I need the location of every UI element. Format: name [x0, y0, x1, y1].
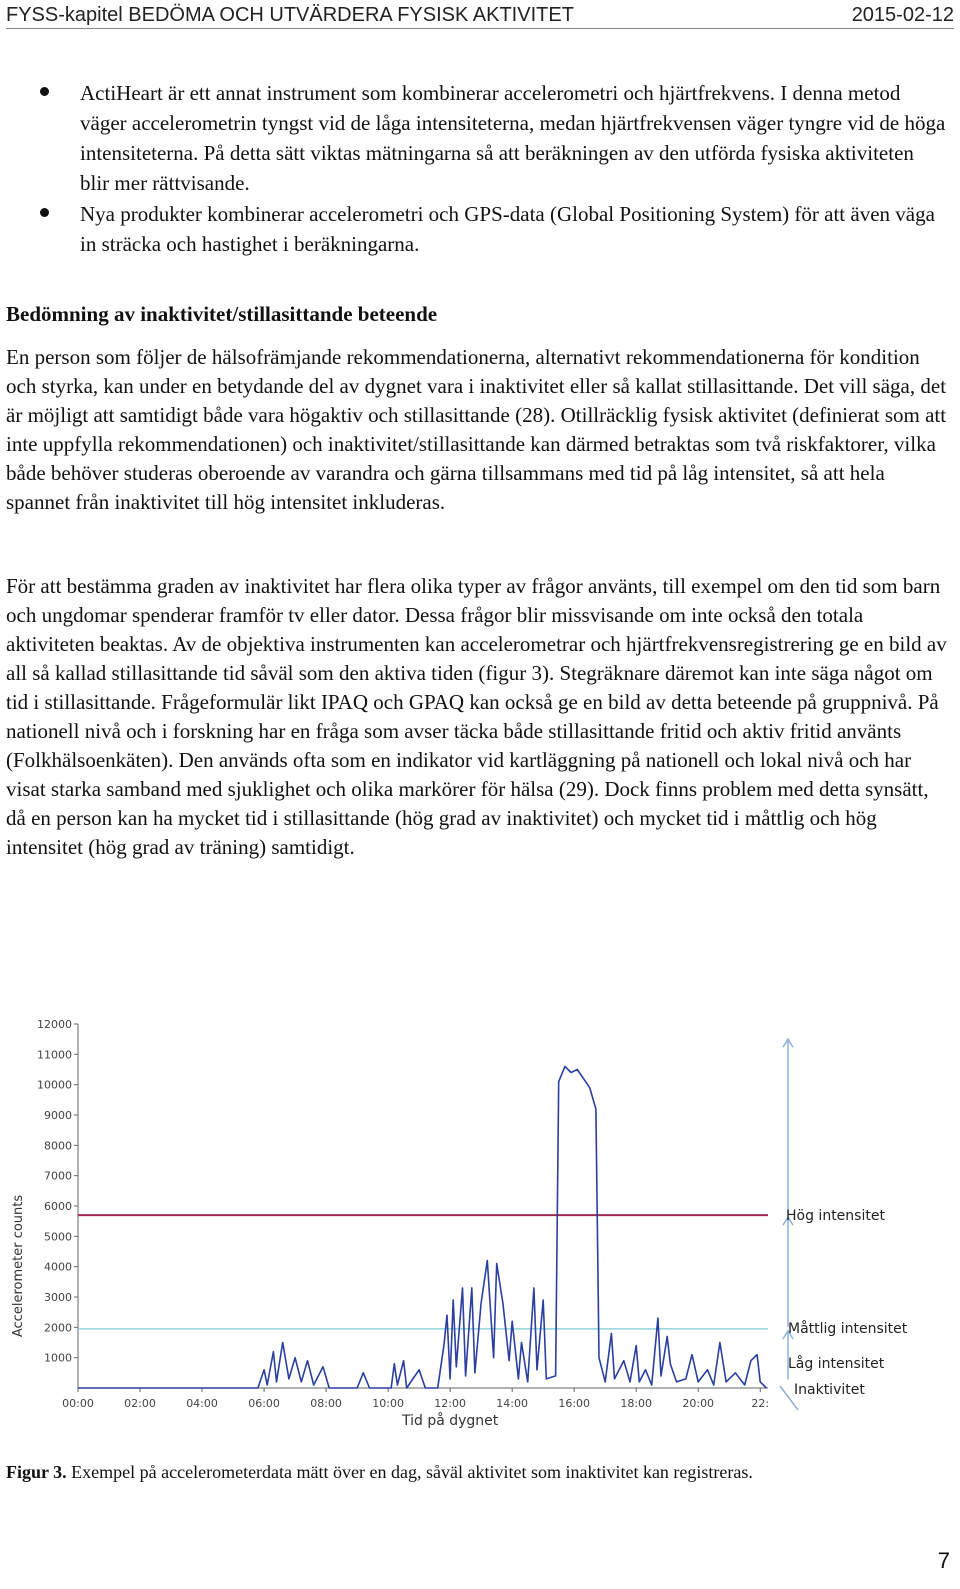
x-tick-label: 16:00 [558, 1397, 591, 1410]
bullet-text: ActiHeart är ett annat instrument som kombinerar accelerometri och hjärtfrekvens. I denna metod väger accelerometrin tyngst vid de låga intensiteterna, medan hjärtfrekvensen väger tyngre vid de höga intensiteterna. På detta sätt viktas mätningarna så att beräkningen av den utförda fysiska aktiviteten blir mer rättvisande. [80, 81, 946, 195]
bullet-icon [40, 87, 49, 96]
x-tick-label: 22: [751, 1397, 770, 1410]
y-axis-title: Accelerometer counts [11, 1194, 26, 1338]
x-tick-label: 04:00 [186, 1397, 218, 1410]
y-tick-label: 1000 [44, 1351, 72, 1365]
x-tick-label: 02:00 [124, 1397, 156, 1410]
x-tick-label: 00:00 [62, 1397, 94, 1410]
y-tick-label: 3000 [44, 1291, 72, 1304]
header-date: 2015-02-12 [851, 4, 954, 26]
y-tick-label: 7000 [44, 1169, 72, 1183]
bullet-item [0, 78, 960, 198]
section-heading: Bedömning av inaktivitet/stillasittande beteende [6, 302, 438, 326]
paragraph: En person som följer de hälsofrämjande rekommendationerna, alternativt rekommendationerna för kondition och styrka, kan under en betydande del av dygnet vara i inaktivitet eller så kallat stillasittande. Det vill säga, det är möjligt att samtidigt både vara högaktiv och stillasittande (28). Otillräcklig fysisk aktivitet (definierat som att inte uppfylla rekommendationen) och inaktivitet/stillasittande kan därmed betraktas som två riskfaktorer, vilka både behöver studeras oberoende av varandra och gärna tillsammans med tid på låg intensitet, så att hela spannet från inaktivitet till hög intensitet inkluderas. [6, 345, 947, 514]
header-title: FYSS-kapitel BEDÖMA OCH UTVÄRDERA FYSISK AKTIVITET [6, 4, 574, 26]
caption-label: Figur 3. [6, 1462, 67, 1482]
y-tick-label: 6000 [44, 1200, 72, 1213]
figure-caption [6, 1462, 753, 1483]
accelerometer-chart [0, 1010, 960, 1430]
x-tick-label: 08:00 [310, 1397, 342, 1410]
figure [0, 1010, 960, 1435]
series-line [78, 1067, 766, 1389]
y-tick-label: 10000 [37, 1078, 72, 1092]
caption-text: Exempel på accelerometerdata mätt över en dag, såväl aktivitet som inaktivitet kan registreras. [66, 1462, 753, 1482]
y-tick-label: 2000 [44, 1321, 72, 1335]
y-tick-label: 12000 [37, 1018, 72, 1031]
y-tick-label: 11000 [37, 1048, 72, 1062]
x-tick-label: 14:00 [496, 1397, 529, 1410]
y-tick-label: 8000 [44, 1139, 72, 1153]
bullet-icon [40, 208, 49, 217]
x-tick-label: 12:00 [434, 1397, 466, 1410]
bullet-list [0, 78, 960, 260]
page-number: 7 [937, 1548, 950, 1573]
label-high-intensity: Hög intensitet [786, 1208, 885, 1225]
bullet-item [0, 199, 960, 259]
x-tick-label: 06:00 [248, 1397, 280, 1410]
x-tick-label: 18:00 [620, 1397, 653, 1410]
bullet-text: Nya produkter kombinerar accelerometri och GPS-data (Global Positioning System) för att även väga in sträcka och hastighet i beräkningarna. [80, 202, 935, 256]
x-axis-title: Tid på dygnet [401, 1413, 499, 1429]
y-tick-label: 4000 [44, 1260, 72, 1274]
label-low-intensity: Låg intensitet [788, 1356, 885, 1372]
x-tick-label: 10:00 [372, 1397, 404, 1410]
label-inactivity: Inaktivitet [794, 1382, 865, 1398]
page-header [6, 4, 954, 29]
y-tick-label: 5000 [44, 1230, 72, 1244]
paragraph: För att bestämma graden av inaktivitet har flera olika typer av frågor använts, till exempel om den tid som barn och ungdomar spenderar framför tv eller dator. Dessa frågor blir missvisande om inte också den totala aktiviteten beaktas. Av de objektiva instrumenten kan accelerometrar och hjärtfrekvensregistrering ge en bild av all så kallad stillasittande tid såväl som den aktiva tiden (figur 3). Stegräknare däremot kan inte säga något om tid i stillasittande. Frågeformulär likt IPAQ och GPAQ kan också ge en bild av detta beteende på gruppnivå. På nationell nivå och i forskning har en fråga som avser täcka både stillasittande fritid och aktiv fritid använts (Folkhälsoenkäten). Den används ofta som en indikator vid kartläggning på nationell och lokal nivå och har visat starka samband med sjuklighet och olika markörer för hälsa (29). Dock finns problem med detta synsätt, då en person kan ha mycket tid i stillasittande (hög grad av inaktivitet) och mycket tid i måttlig och hög intensitet (hög grad av träning) samtidigt. [6, 574, 947, 859]
label-moderate-intensity: Måttlig intensitet [788, 1320, 908, 1337]
x-tick-label: 20:00 [682, 1397, 715, 1410]
y-tick-label: 9000 [44, 1109, 72, 1122]
